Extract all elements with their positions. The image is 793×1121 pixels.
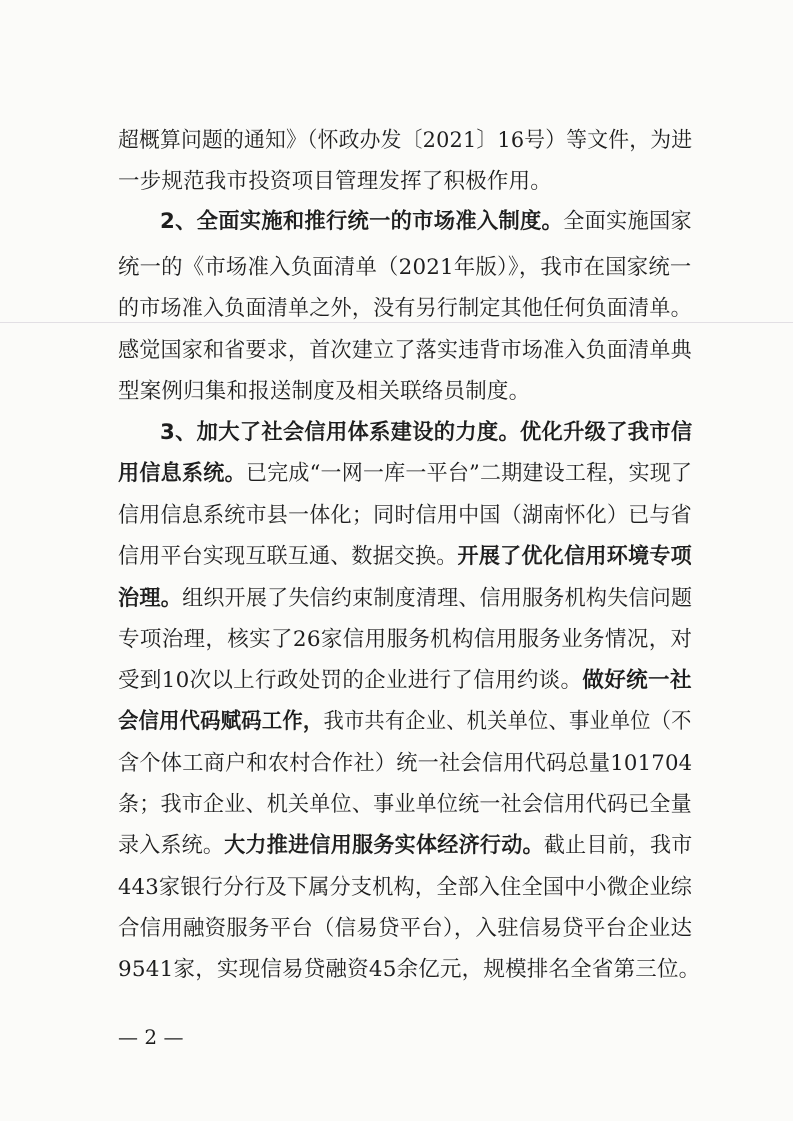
- text-line: [118, 459, 692, 489]
- text-segment: 我市共有企业、机关单位、事业单位（不: [323, 709, 692, 734]
- text-segment: 感觉国家和省要求，首次建立了落实违背市场准入负面清单典: [118, 338, 692, 363]
- text-line: [118, 542, 692, 572]
- text-line: [118, 749, 692, 779]
- text-segment: 截止目前，我市: [543, 833, 693, 858]
- bold-text-segment: 用信息系统。: [118, 461, 246, 486]
- text-line: [118, 707, 692, 737]
- text-line: [118, 831, 692, 861]
- text-segment: 全面实施国家: [563, 209, 692, 234]
- text-line: [118, 377, 530, 407]
- bold-text-segment: 治理。: [118, 586, 183, 611]
- text-segment: 专项治理，核实了26家信用服务机构信用服务业务情况，对: [118, 627, 693, 652]
- text-segment: 的市场准入负面清单之外，没有另行制定其他任何负面清单。: [118, 296, 692, 321]
- text-segment: 信用信息系统市县一体化；同时信用中国（湖南怀化）已与省: [118, 503, 692, 528]
- text-segment: 一步规范我市投资项目管理发挥了积极作用。: [118, 169, 553, 194]
- text-line: [118, 501, 692, 531]
- text-line: [118, 294, 692, 324]
- text-line: [118, 584, 692, 614]
- text-line: [118, 666, 692, 696]
- text-line: [160, 207, 692, 237]
- text-segment: 含个体工商户和农村合作社）统一社会信用代码总量101704: [118, 751, 693, 776]
- text-line: [118, 790, 692, 820]
- text-segment: 信用平台实现互联互通、数据交换。: [118, 544, 458, 569]
- page-number: — 2 —: [118, 1025, 184, 1049]
- text-line: [118, 167, 552, 197]
- text-line: [118, 625, 692, 655]
- text-segment: 9541家，实现信易贷融资45余亿元，规模排名全省第三位。: [118, 957, 701, 982]
- text-segment: 条；我市企业、机关单位、事业单位统一社会信用代码已全量: [118, 792, 692, 817]
- text-line: [118, 914, 692, 944]
- bold-text-segment: 做好统一社: [582, 668, 692, 693]
- text-line: [160, 418, 692, 448]
- text-segment: 超概算问题的通知》（怀政办发〔2021〕16号）等文件，为进: [118, 128, 693, 153]
- text-segment: 统一的《市场准入负面清单（2021年版）》，我市在国家统一: [118, 255, 692, 280]
- text-segment: 已完成“一网一库一平台”二期建设工程，实现了: [245, 461, 693, 486]
- bold-text-segment: 开展了优化信用环境专项: [457, 544, 693, 569]
- text-line: [118, 873, 692, 903]
- bold-text-segment: 大力推进信用服务实体经济行动。: [224, 833, 544, 858]
- bold-text-segment: 会信用代码赋码工作，: [118, 709, 324, 734]
- scan-artifact: [0, 322, 793, 323]
- text-line: [118, 336, 692, 366]
- text-segment: 合信用融资服务平台（信易贷平台），入驻信易贷平台企业达: [118, 916, 693, 941]
- bold-text-segment: 2、全面实施和推行统一的市场准入制度。: [160, 209, 564, 234]
- text-segment: 受到10次以上行政处罚的企业进行了信用约谈。: [118, 668, 583, 693]
- text-segment: 组织开展了失信约束制度清理、信用服务机构失信问题: [182, 586, 693, 611]
- text-line: [118, 126, 692, 156]
- text-segment: 型案例归集和报送制度及相关联络员制度。: [118, 379, 531, 404]
- text-line: [118, 955, 700, 985]
- text-segment: 录入系统。: [118, 833, 225, 858]
- text-line: [118, 253, 692, 283]
- text-segment: 443家银行分行及下属分支机构，全部入住全国中小微企业综: [118, 875, 693, 900]
- bold-text-segment: 3、加大了社会信用体系建设的力度。优化升级了我市信: [160, 420, 693, 445]
